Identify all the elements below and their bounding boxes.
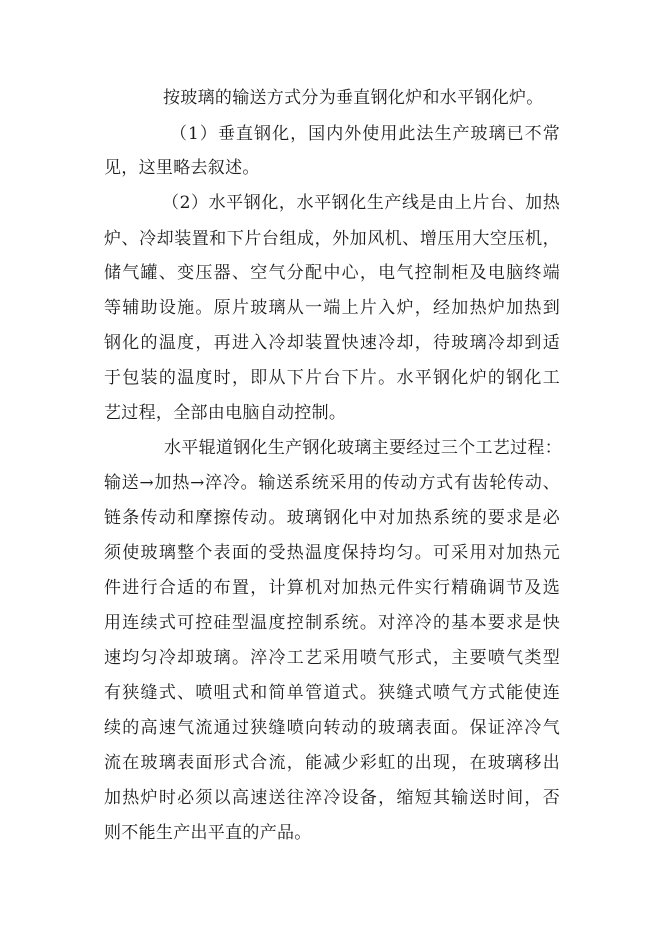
paragraph-line: 炉、冷却装置和下片台组成，外加风机、增压用大空压机， [104, 229, 560, 249]
paragraph-line: （1）垂直钢化，国内外使用此法生产玻璃已不常 [170, 124, 560, 144]
paragraph-line: （2）水平钢化，水平钢化生产线是由上片台、加热 [162, 193, 560, 213]
paragraph-line: 储气罐、变压器、空气分配中心，电气控制柜及电脑终端 [104, 263, 560, 283]
paragraph-line: 流在玻璃表面形式合流，能减少彩虹的出现，在玻璃移出 [104, 753, 560, 773]
paragraph-line: 链条传动和摩擦传动。玻璃钢化中对加热系统的要求是必 [104, 508, 560, 528]
paragraph-line: 须使玻璃整个表面的受热温度保持均匀。可采用对加热元 [104, 543, 560, 563]
paragraph-line: 输送→加热→淬冷。输送系统采用的传动方式有齿轮传动、 [104, 473, 560, 493]
paragraph-line: 水平辊道钢化生产钢化玻璃主要经过三个工艺过程： [164, 438, 562, 458]
paragraph-line: 则不能生产出平直的产品。 [104, 823, 312, 843]
paragraph-line: 按玻璃的输送方式分为垂直钢化炉和水平钢化炉。 [163, 88, 544, 108]
paragraph-line: 钢化的温度，再进入冷却装置快速冷却，待玻璃冷却到适 [104, 333, 560, 353]
paragraph-line: 有狭缝式、喷咀式和简单管道式。狭缝式喷气方式能使连 [104, 683, 560, 703]
paragraph-line: 件进行合适的布置，计算机对加热元件实行精确调节及选 [104, 578, 560, 598]
paragraph-line: 艺过程，全部由电脑自动控制。 [104, 403, 347, 423]
paragraph-line: 加热炉时必须以高速送往淬冷设备，缩短其输送时间，否 [104, 788, 560, 808]
paragraph-line: 见，这里略去叙述。 [104, 158, 260, 178]
paragraph-line: 速均匀冷却玻璃。淬冷工艺采用喷气形式，主要喷气类型 [104, 648, 560, 668]
paragraph-line: 等辅助设施。原片玻璃从一端上片入炉，经加热炉加热到 [104, 298, 560, 318]
paragraph-line: 续的高速气流通过狭缝喷向转动的玻璃表面。保证淬冷气 [104, 718, 560, 738]
paragraph-line: 用连续式可控硅型温度控制系统。对淬冷的基本要求是快 [104, 613, 560, 633]
paragraph-line: 于包装的温度时，即从下片台下片。水平钢化炉的钢化工 [104, 368, 560, 388]
